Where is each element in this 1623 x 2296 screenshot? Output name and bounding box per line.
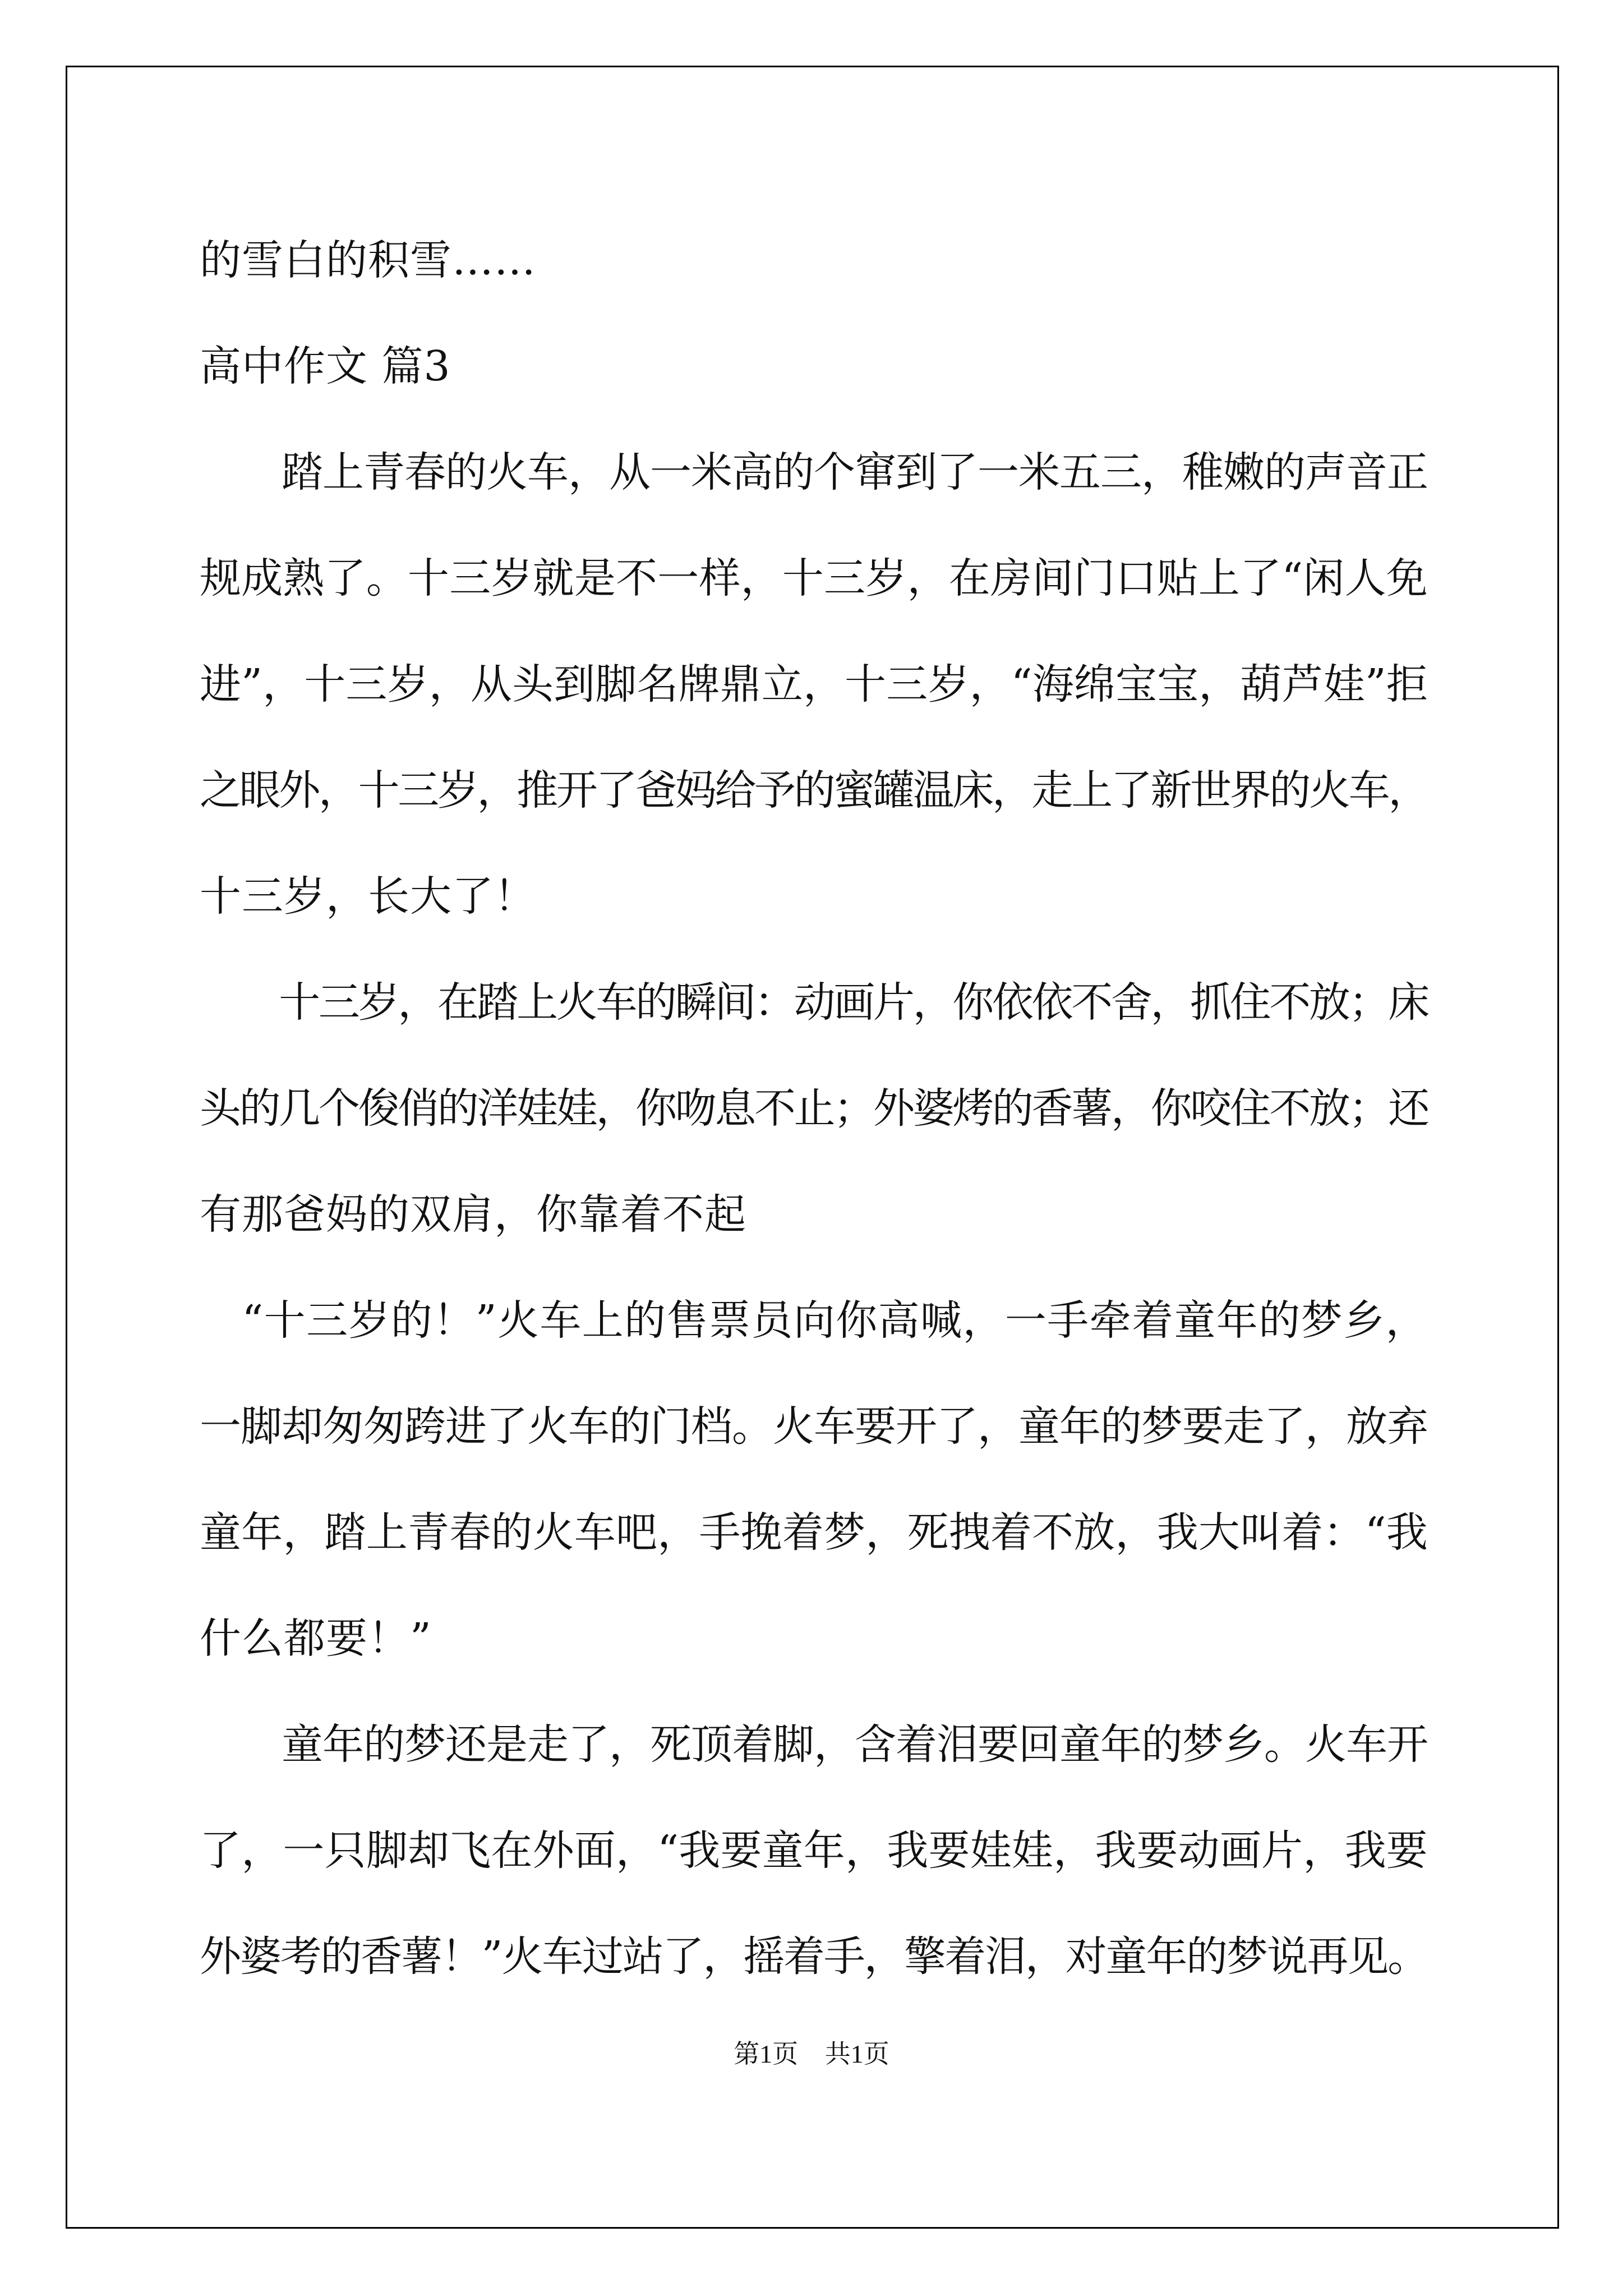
- section-heading: 高中作文 篇3: [200, 342, 451, 390]
- document-body: [200, 208, 1428, 2010]
- text-line: 了，一只脚却飞在外面，“我要童年，我要娃娃，我要动画片，我要: [200, 1826, 1428, 1875]
- text-line: 有那爸妈的双肩，你靠着不起: [200, 1190, 746, 1239]
- text-line: 童年，踏上青春的火车吧，手挽着梦，死拽着不放，我大叫着：“我: [200, 1508, 1428, 1557]
- text-line: 一脚却匆匆跨进了火车的门档。火车要开了，童年的梦要走了，放弃: [200, 1402, 1428, 1451]
- page-number-current: 第1页: [734, 2040, 799, 2068]
- text-line: 十三岁，在踏上火车的瞬间：动画片，你依依不舍，抓住不放；床: [200, 978, 1428, 1027]
- page-footer: [0, 2033, 1623, 2070]
- text-line: “十三岁的！”火车上的售票员向你高喊，一手牵着童年的梦乡，: [200, 1296, 1428, 1345]
- text-line: 什么都要！”: [200, 1614, 432, 1663]
- text-line: 之眼外，十三岁，推开了爸妈给予的蜜罐温床，走上了新世界的火车，: [200, 766, 1428, 815]
- text-line: 踏上青春的火车，从一米高的个窜到了一米五三，稚嫩的声音正: [200, 448, 1428, 496]
- text-line: 十三岁，长大了！: [200, 872, 536, 921]
- text-line: 童年的梦还是走了，死顶着脚，含着泪要回童年的梦乡。火车开: [200, 1720, 1428, 1769]
- text-line: 规成熟了。十三岁就是不一样，十三岁，在房间门口贴上了“闲人免: [200, 554, 1428, 602]
- text-line: 头的几个俊俏的洋娃娃，你吻息不止；外婆烤的香薯，你咬住不放；还: [200, 1084, 1428, 1133]
- text-line: 外婆考的香薯！”火车过站了，摇着手，擎着泪，对童年的梦说再见。: [200, 1932, 1428, 1981]
- page-number-total: 共1页: [824, 2040, 889, 2068]
- text-line: 的雪白的积雪……: [200, 236, 536, 284]
- text-line: 进”，十三岁，从头到脚名牌鼎立，十三岁，“海绵宝宝，葫芦娃”拒: [200, 660, 1428, 708]
